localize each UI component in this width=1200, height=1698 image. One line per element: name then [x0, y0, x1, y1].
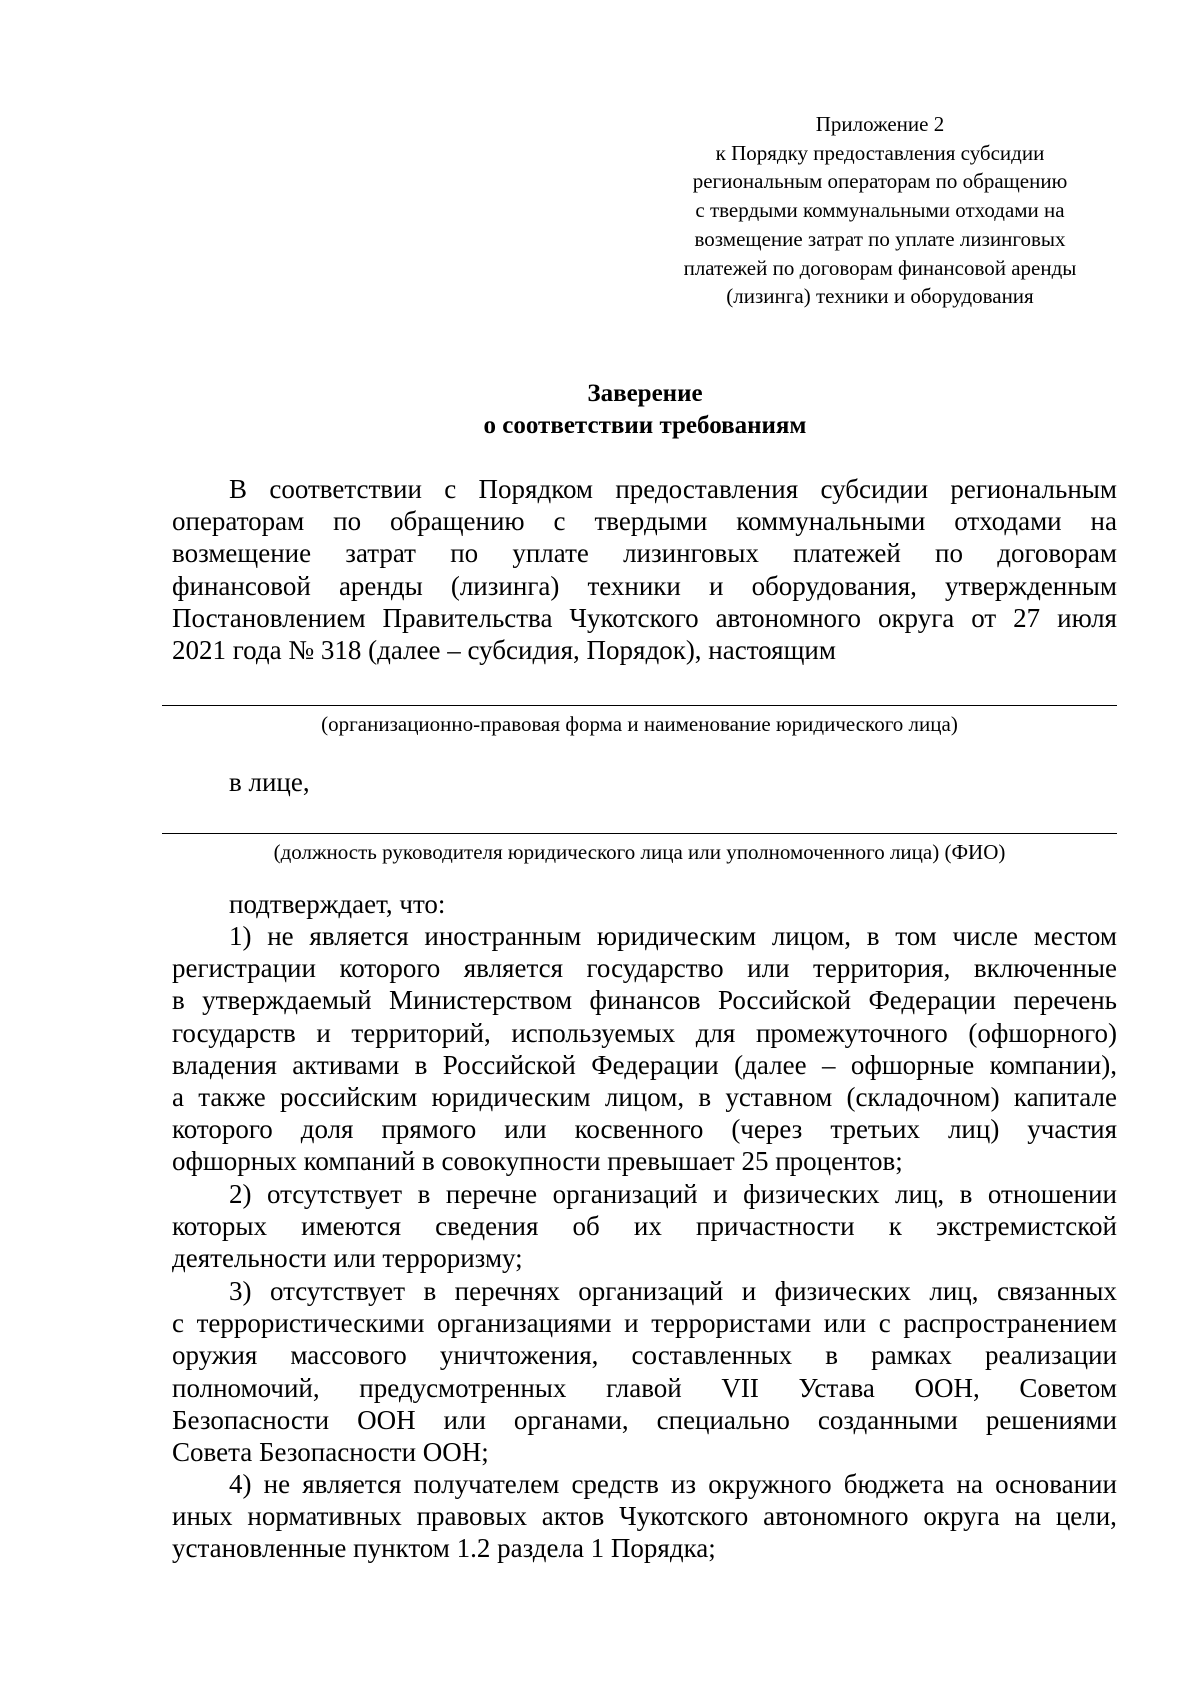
- in-person-label: в лице,: [229, 767, 310, 797]
- item-line: 1) не является иностранным юридическим лицом, в том числе местом: [229, 921, 1117, 951]
- appendix-header: [640, 110, 1120, 311]
- appendix-line: с твердыми коммунальными отходами на: [695, 198, 1065, 223]
- item-3: [172, 1275, 1117, 1468]
- org-name-caption: (организационно-правовая форма и наименование юридического лица): [321, 712, 958, 736]
- item-line: 4) не является получателем средств из окружного бюджета на основании: [229, 1469, 1117, 1499]
- confirms-label: подтверждает, что:: [229, 889, 446, 919]
- appendix-line: возмещение затрат по уплате лизинговых: [694, 226, 1066, 251]
- intro-paragraph: [172, 473, 1117, 666]
- item-line: регистрации которого является государство или территория, включенные: [172, 953, 1117, 984]
- item-line: офшорных компаний в совокупности превышает 25 процентов;: [172, 1146, 903, 1177]
- title-line-2: о соответствии требованиям: [483, 412, 807, 439]
- head-name-caption: (должность руководителя юридического лица или уполномоченного лица) (ФИО): [273, 840, 1006, 864]
- head-name-field-line[interactable]: [162, 833, 1117, 834]
- appendix-line: к Порядку предоставления субсидии: [715, 140, 1045, 165]
- intro-line: Постановлением Правительства Чукотского автономного округа от 27 июля: [172, 602, 1117, 633]
- item-line: 3) отсутствует в перечнях организаций и физических лиц, связанных: [229, 1276, 1117, 1306]
- item-line: которого доля прямого или косвенного (через третьих лиц) участия: [172, 1114, 1117, 1145]
- item-line: владения активами в Российской Федерации (далее – офшорные компании),: [172, 1049, 1117, 1080]
- intro-line: операторам по обращению с твердыми коммунальными отходами на: [172, 506, 1117, 537]
- appendix-line: региональным операторам по обращению: [692, 169, 1068, 194]
- appendix-line: Приложение 2: [815, 112, 945, 136]
- intro-line: 2021 года № 318 (далее – субсидия, Порядок), настоящим: [172, 635, 836, 666]
- item-line: Безопасности ООН или органами, специально созданными решениями: [172, 1404, 1117, 1435]
- title-line-1: Заверение: [587, 380, 703, 407]
- item-line: которых имеются сведения об их причастности к экстремистской: [172, 1211, 1117, 1242]
- item-4: [172, 1468, 1117, 1565]
- appendix-line: платежей по договорам финансовой аренды: [683, 255, 1077, 280]
- item-line: Совета Безопасности ООН;: [172, 1437, 489, 1468]
- org-name-field-line[interactable]: [162, 705, 1117, 706]
- item-line: оружия массового уничтожения, составленных в рамках реализации: [172, 1340, 1117, 1371]
- item-line: 2) отсутствует в перечне организаций и физических лиц, в отношении: [229, 1179, 1117, 1209]
- intro-line: финансовой аренды (лизинга) техники и оборудования, утвержденным: [172, 570, 1117, 601]
- item-1: [172, 920, 1117, 1178]
- item-line: в утверждаемый Министерством финансов Российской Федерации перечень: [172, 985, 1117, 1016]
- intro-line: возмещение затрат по уплате лизинговых платежей по договорам: [172, 538, 1117, 569]
- appendix-line: (лизинга) техники и оборудования: [726, 284, 1034, 309]
- item-line: деятельности или терроризму;: [172, 1243, 523, 1274]
- item-line: с террористическими организациями и террористами или с распространением: [172, 1308, 1117, 1339]
- document-title: [0, 378, 1200, 442]
- item-line: государств и территорий, используемых для промежуточного (офшорного): [172, 1017, 1117, 1048]
- item-line: иных нормативных правовых актов Чукотского автономного округа на цели,: [172, 1501, 1117, 1532]
- item-line: установленные пунктом 1.2 раздела 1 Порядка;: [172, 1533, 716, 1564]
- intro-line: В соответствии с Порядком предоставления субсидии региональным: [229, 474, 1117, 504]
- item-line: а также российским юридическим лицом, в уставном (складочном) капитале: [172, 1082, 1117, 1113]
- item-2: [172, 1178, 1117, 1275]
- item-line: полномочий, предусмотренных главой VII Устава ООН, Советом: [172, 1372, 1117, 1403]
